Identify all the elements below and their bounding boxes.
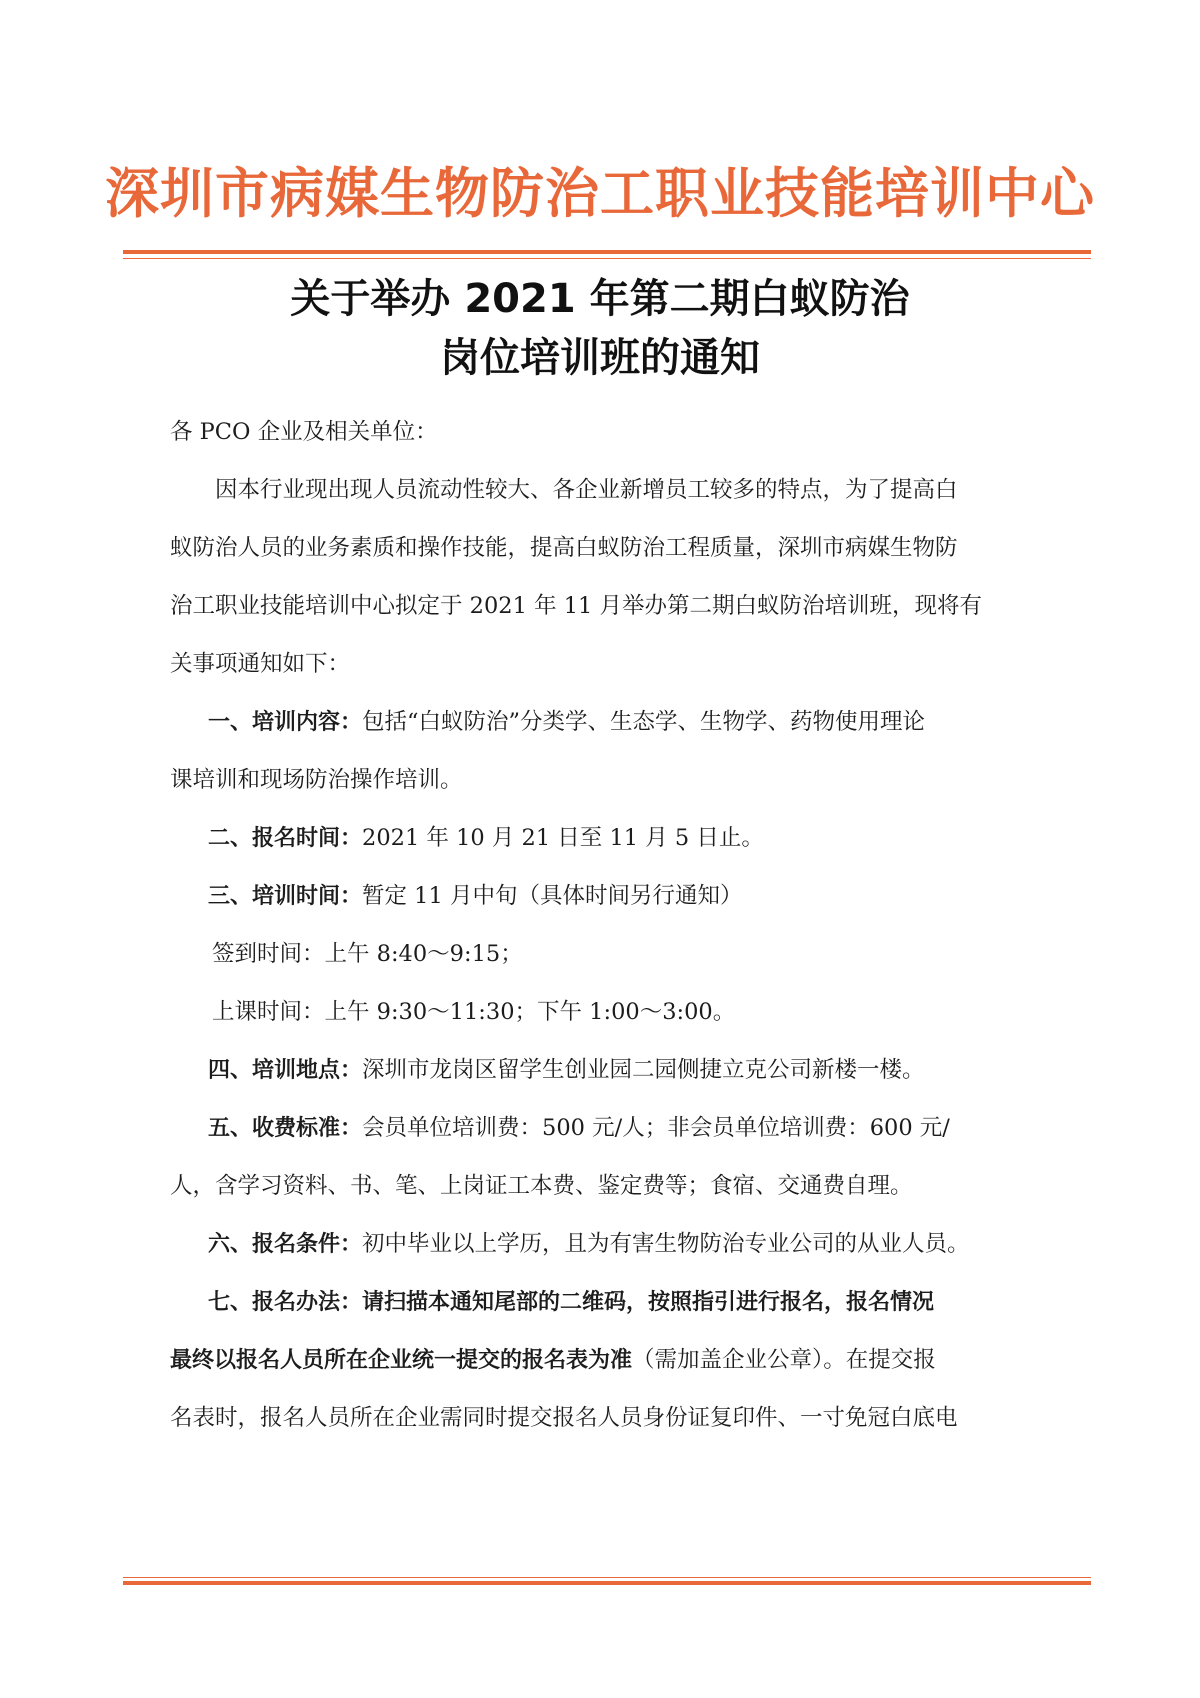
section-label: 二、报名时间：: [208, 826, 363, 851]
section-line: [170, 1343, 936, 1378]
signin-time: 签到时间：上午 8:40～9:15；: [212, 941, 523, 967]
header-rule-thick: [123, 250, 1091, 254]
section-line: 名表时，报名人员所在企业需同时提交报名人员身份证复印件、一寸免冠白底电: [170, 1405, 958, 1431]
section-label: 六、报名条件：: [208, 1232, 363, 1257]
section-text: 2021 年 10 月 21 日至 11 月 5 日止。: [362, 825, 764, 851]
section-line: [208, 1111, 950, 1146]
footer-rule-thick: [123, 1581, 1091, 1585]
section-label: 五、收费标准：: [208, 1116, 363, 1141]
section-line: [208, 1285, 934, 1320]
section-registration-time: [208, 821, 764, 856]
section-label: 一、培训内容：: [208, 710, 363, 735]
document-title-line-2: 岗位培训班的通知: [440, 335, 760, 381]
intro-line: 因本行业现出现人员流动性较大、各企业新增员工较多的特点，为了提高白: [215, 477, 958, 503]
section-label: 三、培训时间：: [208, 884, 363, 909]
header-rule-thin: [123, 258, 1091, 259]
intro-line: 蚁防治人员的业务素质和操作技能，提高白蚁防治工程质量，深圳市病媒生物防: [170, 535, 958, 561]
section-text-bold: 最终以报名人员所在企业统一提交的报名表为准: [170, 1348, 633, 1373]
organization-header: 深圳市病媒生物防治工职业技能培训中心: [105, 161, 1095, 225]
footer-rule-thin: [123, 1577, 1091, 1578]
class-time: 上课时间：上午 9:30～11:30；下午 1:00～3:00。: [212, 999, 736, 1025]
section-text: （需加盖企业公章）。在提交报: [632, 1347, 936, 1373]
section-label: 七、报名办法：: [208, 1290, 363, 1315]
section-line: [208, 705, 925, 740]
intro-line: 治工职业技能培训中心拟定于 2021 年 11 月举办第二期白蚁防治培训班，现将有: [170, 593, 983, 619]
document-title-line-1: 关于举办 2021 年第二期白蚁防治: [290, 276, 910, 322]
salutation: 各 PCO 企业及相关单位：: [170, 419, 438, 445]
section-text: 包括“白蚁防治”分类学、生态学、生物学、药物使用理论: [362, 709, 926, 735]
section-line: [208, 879, 742, 914]
section-text: 暂定 11 月中旬（具体时间另行通知）: [362, 883, 743, 909]
section-training-location: [208, 1053, 925, 1088]
section-line: 人，含学习资料、书、笔、上岗证工本费、鉴定费等；食宿、交通费自理。: [170, 1173, 913, 1199]
section-line: 课培训和现场防治操作培训。: [170, 767, 463, 793]
section-text: 深圳市龙岗区留学生创业园二园侧捷立克公司新楼一楼。: [362, 1057, 925, 1083]
section-text: 会员单位培训费：500 元/人；非会员单位培训费：600 元/: [362, 1115, 950, 1141]
section-eligibility: [208, 1227, 970, 1262]
section-text: 初中毕业以上学历，且为有害生物防治专业公司的从业人员。: [362, 1231, 970, 1257]
section-label: 四、培训地点：: [208, 1058, 363, 1083]
section-text-bold: 请扫描本通知尾部的二维码，按照指引进行报名，报名情况: [362, 1290, 935, 1315]
intro-line: 关事项通知如下：: [170, 651, 351, 677]
